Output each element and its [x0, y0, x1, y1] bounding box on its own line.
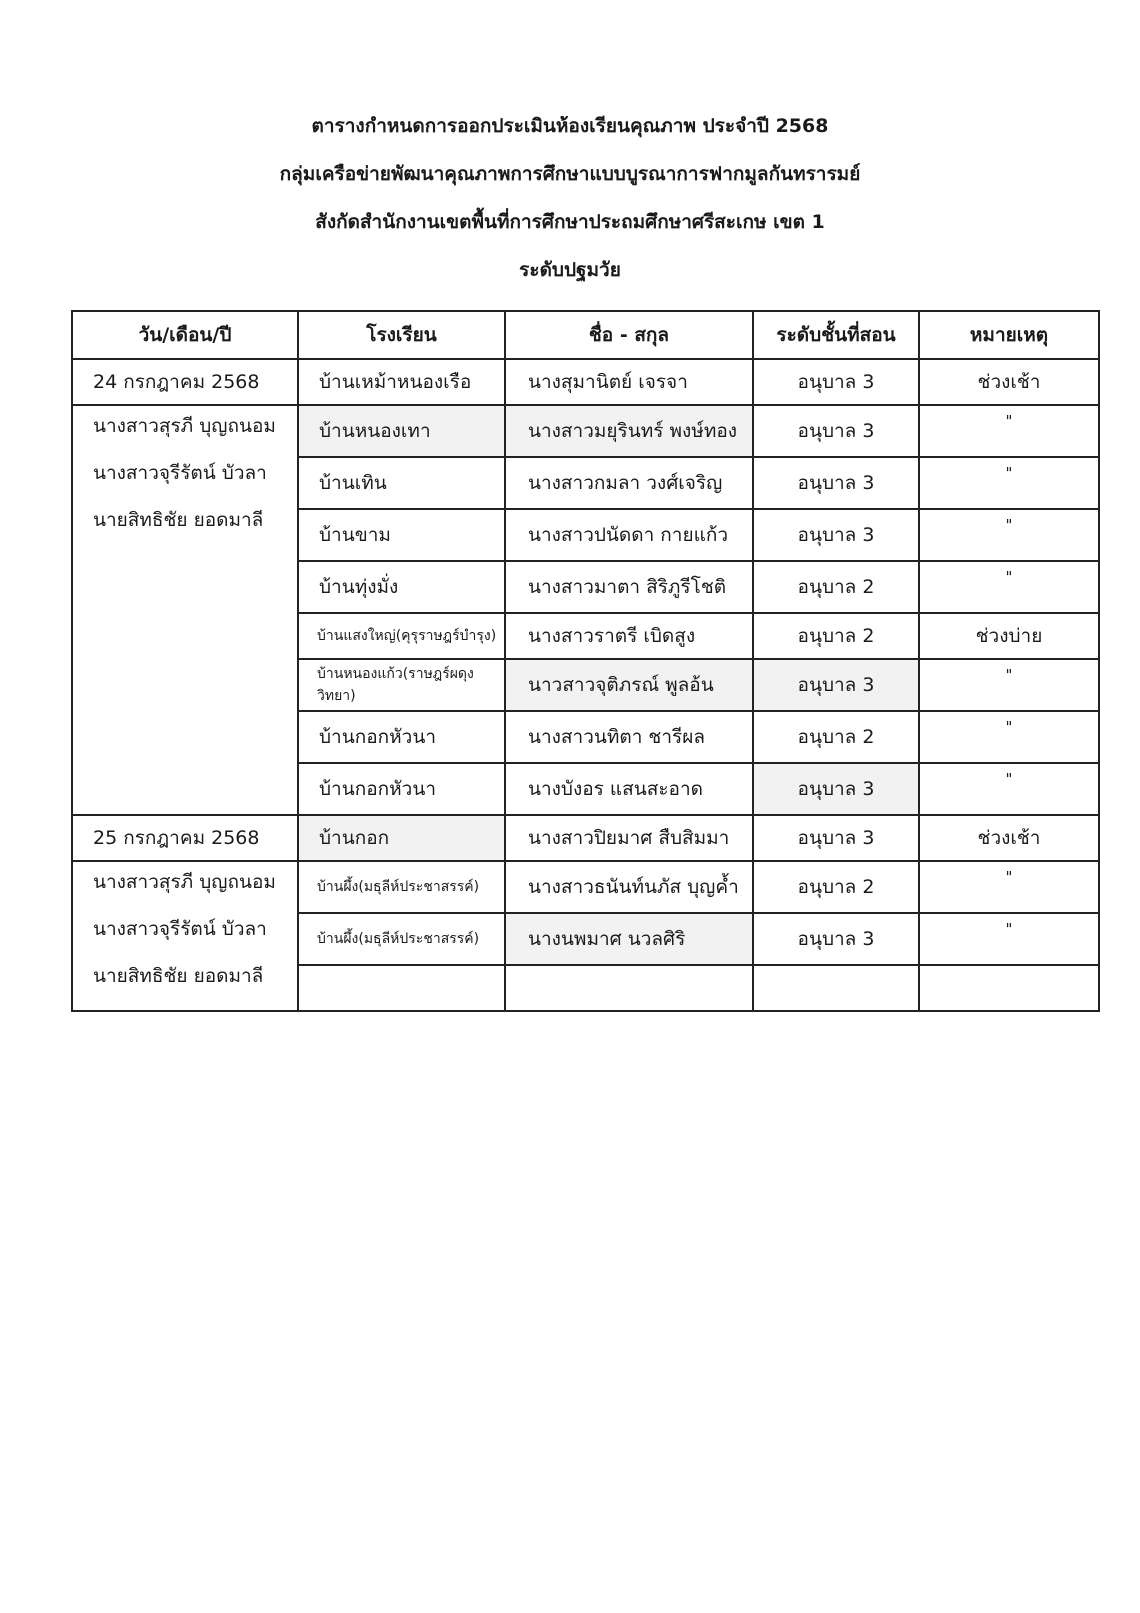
name-cell: นางสาวธนันท์นภัส บุญค้ำ: [505, 861, 753, 913]
column-header-date: วัน/เดือน/ปี: [72, 311, 298, 359]
note-cell: ": [919, 711, 1099, 763]
note-cell: ": [919, 561, 1099, 613]
level-cell: อนุบาล 2: [753, 561, 919, 613]
school-cell: บ้านแสงใหญ่(คุรุราษฎร์บำรุง): [298, 613, 505, 659]
title-line-1: ตารางกำหนดการออกประเมินห้องเรียนคุณภาพ ประจำปี 2568: [311, 115, 829, 137]
table-header-row: [72, 311, 1099, 359]
document-header: [0, 102, 1140, 294]
note-cell: ": [919, 509, 1099, 561]
note-cell: ": [919, 763, 1099, 815]
table-row: [72, 861, 1099, 913]
table-row: [72, 815, 1099, 861]
empty-cell: [753, 965, 919, 1011]
name-cell: นางสาวนทิตา ชารีผล: [505, 711, 753, 763]
column-header-school: โรงเรียน: [298, 311, 505, 359]
level-cell: อนุบาล 3: [753, 763, 919, 815]
name-cell: นางสาวปิยมาศ สืบสิมมา: [505, 815, 753, 861]
name-cell: นางสาวมาตา สิริภูรีโชติ: [505, 561, 753, 613]
column-header-name: ชื่อ - สกุล: [505, 311, 753, 359]
note-cell: ": [919, 861, 1099, 913]
school-cell: บ้านเหม้าหนองเรือ: [298, 359, 505, 405]
note-cell: ช่วงเช้า: [919, 359, 1099, 405]
level-cell: อนุบาล 3: [753, 359, 919, 405]
name-cell: นางสาวปนัดดา กายแก้ว: [505, 509, 753, 561]
evaluators-cell: [72, 861, 298, 1011]
table-row: [72, 405, 1099, 457]
schedule-table: [71, 310, 1100, 1012]
school-cell: บ้านเทิน: [298, 457, 505, 509]
note-cell: ": [919, 913, 1099, 965]
school-cell: บ้านกอกหัวนา: [298, 711, 505, 763]
name-cell: นางสุมานิตย์ เจรจา: [505, 359, 753, 405]
level-cell: อนุบาล 3: [753, 405, 919, 457]
name-cell: นางบังอร แสนสะอาด: [505, 763, 753, 815]
date-cell: 25 กรกฎาคม 2568: [72, 815, 298, 861]
level-cell: อนุบาล 3: [753, 659, 919, 711]
evaluator-name: นางสาวจุรีรัตน์ บัวลา: [93, 462, 267, 484]
column-header-level: ระดับชั้นที่สอน: [753, 311, 919, 359]
note-cell: ช่วงบ่าย: [919, 613, 1099, 659]
name-cell: นางนพมาศ นวลศิริ: [505, 913, 753, 965]
level-cell: อนุบาล 3: [753, 509, 919, 561]
evaluator-name: นายสิทธิชัย ยอดมาลี: [93, 509, 264, 531]
evaluators-cell: [72, 405, 298, 815]
note-cell: ช่วงเช้า: [919, 815, 1099, 861]
date-cell: 24 กรกฎาคม 2568: [72, 359, 298, 405]
level-cell: อนุบาล 2: [753, 711, 919, 763]
evaluator-name: นางสาวสุรภี บุญถนอม: [93, 415, 276, 437]
level-cell: อนุบาล 2: [753, 613, 919, 659]
empty-cell: [919, 965, 1099, 1011]
level-cell: อนุบาล 2: [753, 861, 919, 913]
evaluator-name: นายสิทธิชัย ยอดมาลี: [93, 965, 264, 987]
name-cell: นางสาวราตรี เบิดสูง: [505, 613, 753, 659]
level-cell: อนุบาล 3: [753, 913, 919, 965]
school-cell: บ้านทุ่งมั่ง: [298, 561, 505, 613]
column-header-note: หมายเหตุ: [919, 311, 1099, 359]
evaluator-name: นางสาวจุรีรัตน์ บัวลา: [93, 918, 267, 940]
level-cell: อนุบาล 3: [753, 815, 919, 861]
school-cell: บ้านผึ้ง(มธุลีห์ประชาสรรค์): [298, 913, 505, 965]
school-cell: บ้านหนองเทา: [298, 405, 505, 457]
title-line-2: กลุ่มเครือข่ายพัฒนาคุณภาพการศึกษาแบบบูรณาการฟากมูลกันทรารมย์: [279, 163, 861, 185]
title-line-3: สังกัดสำนักงานเขตพื้นที่การศึกษาประถมศึกษาศรีสะเกษ เขต 1: [315, 211, 825, 233]
empty-cell: [298, 965, 505, 1011]
school-cell: บ้านผึ้ง(มธุลีห์ประชาสรรค์): [298, 861, 505, 913]
name-cell: นางสาวมยุรินทร์ พงษ์ทอง: [505, 405, 753, 457]
name-cell: นาวสาวจุติภรณ์ พูลอ้น: [505, 659, 753, 711]
note-cell: ": [919, 659, 1099, 711]
school-cell: บ้านหนองแก้ว(ราษฎร์ผดุงวิทยา): [298, 659, 505, 711]
empty-cell: [505, 965, 753, 1011]
school-cell: บ้านกอกหัวนา: [298, 763, 505, 815]
level-cell: อนุบาล 3: [753, 457, 919, 509]
name-cell: นางสาวกมลา วงศ์เจริญ: [505, 457, 753, 509]
table-row: [72, 359, 1099, 405]
note-cell: ": [919, 457, 1099, 509]
school-cell: บ้านกอก: [298, 815, 505, 861]
note-cell: ": [919, 405, 1099, 457]
title-line-4: ระดับปฐมวัย: [519, 259, 621, 281]
school-cell: บ้านขาม: [298, 509, 505, 561]
evaluator-name: นางสาวสุรภี บุญถนอม: [93, 871, 276, 893]
